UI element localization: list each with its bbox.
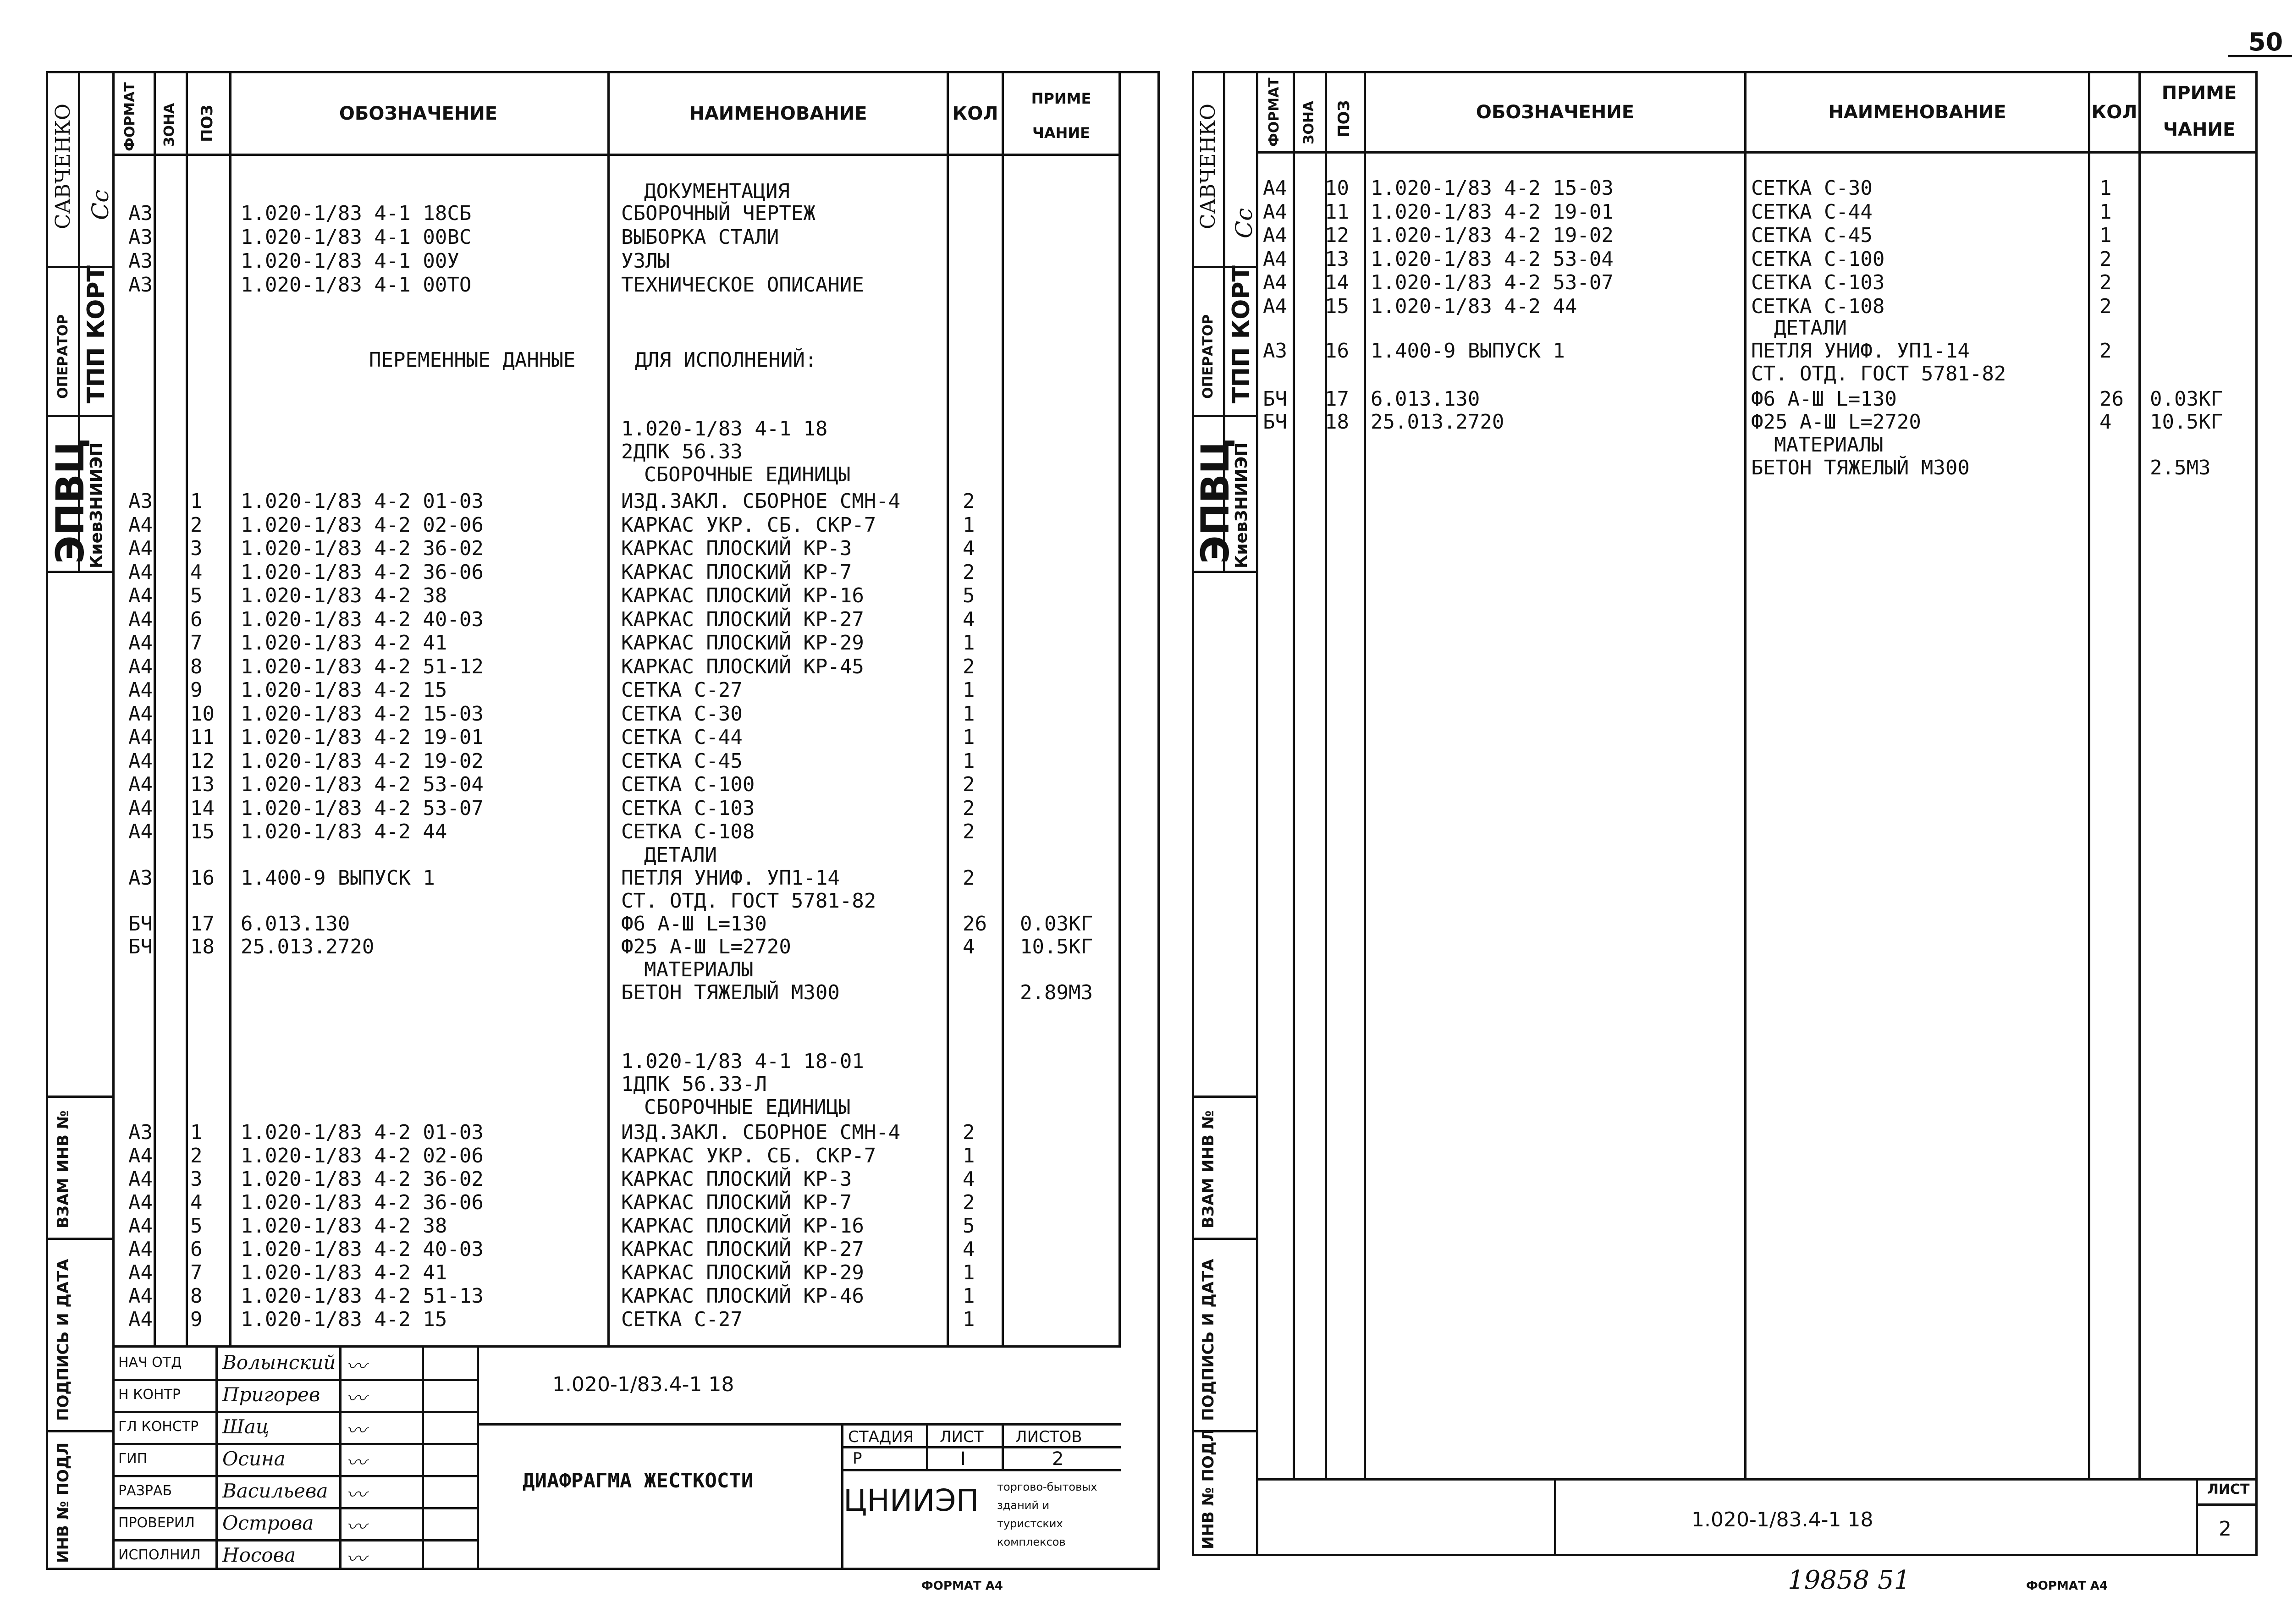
spec-row-p: 8 (190, 655, 203, 678)
spec-row-d: 1.020-1/83 4-2 02-06 (241, 513, 484, 537)
col-header-designation: ОБОЗНАЧЕНИЕ (339, 103, 498, 124)
spec-row-p: 9 (190, 678, 203, 702)
spec-row-f: А4 (128, 749, 153, 773)
right-detail-row-p: 18 (1325, 410, 1349, 434)
spec-row-2-q: 1 (963, 1308, 975, 1331)
spec-row-d: 1.020-1/83 4-2 41 (241, 631, 447, 655)
spec-row-2-p: 7 (190, 1261, 203, 1284)
spec-row-2-d: 1.020-1/83 4-2 36-06 (241, 1191, 484, 1214)
detail-row-f: БЧ (128, 912, 153, 936)
spec-row-n: ИЗД.ЗАКЛ. СБОРНОЕ СМН-4 (621, 490, 901, 513)
doc-row-format: А3 (128, 226, 153, 249)
sheet-value: I (960, 1448, 966, 1470)
org-sub-3: туристских (997, 1517, 1063, 1530)
spec-row-d: 1.020-1/83 4-2 19-01 (241, 726, 484, 749)
detail-row-q: 2 (963, 866, 975, 890)
detail-row-d: 1.400-9 ВЫПУСК 1 (241, 866, 435, 890)
spec-row-2-f: А4 (128, 1191, 153, 1214)
spec-row-d: 1.020-1/83 4-2 19-02 (241, 749, 484, 773)
spec-row-2-q: 4 (963, 1238, 975, 1261)
spec-row-2-f: А3 (128, 1121, 153, 1144)
right-spec-row-p: 12 (1325, 224, 1349, 247)
spec-row-2-q: 5 (963, 1214, 975, 1238)
right-detail-row-d: 1.400-9 ВЫПУСК 1 (1371, 339, 1565, 363)
detail-row-f: БЧ (128, 935, 153, 958)
spec-row-p: 6 (190, 607, 203, 631)
spec-row-2-d: 1.020-1/83 4-2 51-13 (241, 1284, 484, 1308)
right-spec-row-p: 10 (1325, 176, 1349, 200)
right-detail-row-q: 26 (2099, 387, 2124, 411)
spec-row-d: 1.020-1/83 4-2 36-02 (241, 537, 484, 560)
spec-row-d: 1.020-1/83 4-2 44 (241, 820, 447, 843)
spec-row-2-p: 1 (190, 1121, 203, 1144)
doc-row-name: ВЫБОРКА СТАЛИ (621, 226, 779, 249)
spec-row-2-n: ИЗД.ЗАКЛ. СБОРНОЕ СМН-4 (621, 1121, 901, 1144)
spec-row-2-f: А4 (128, 1214, 153, 1238)
spec-row-2-n: КАРКАС ПЛОСКИЙ КР-29 (621, 1261, 864, 1284)
spec-row-n: КАРКАС УКР. СБ. СКР-7 (621, 513, 876, 537)
doc-row-name: СБОРОЧНЫЙ ЧЕРТЕЖ (621, 202, 815, 225)
title-person-name: Осина (222, 1448, 286, 1470)
sheet-label: ЛИСТ (940, 1428, 984, 1446)
spec-row-q: 2 (963, 655, 975, 678)
block1-subtitle: СБОРОЧНЫЕ ЕДИНИЦЫ (644, 463, 851, 486)
spec-row-d: 1.020-1/83 4-2 01-03 (241, 490, 484, 513)
right-concrete-note: 2.5М3 (2150, 456, 2211, 479)
right-spec-row-f: А4 (1263, 176, 1287, 200)
spec-row-q: 1 (963, 749, 975, 773)
margin-inv: ИНВ № ПОДЛ (54, 1442, 72, 1563)
right-spec-row-p: 14 (1325, 271, 1349, 294)
spec-row-2-d: 1.020-1/83 4-2 15 (241, 1308, 447, 1331)
spec-row-n: КАРКАС ПЛОСКИЙ КР-45 (621, 655, 864, 678)
spec-row-f: А4 (128, 796, 153, 820)
variable-data-b: ДЛЯ ИСПОЛНЕНИЙ: (635, 348, 817, 372)
right-spec-row-q: 1 (2099, 176, 2112, 200)
right-detail-row-d: 25.013.2720 (1371, 410, 1504, 434)
detail-row-r: 0.03КГ (1020, 912, 1093, 936)
right-spec-row-q: 1 (2099, 224, 2112, 247)
spec-row-2-n: КАРКАС ПЛОСКИЙ КР-7 (621, 1191, 852, 1214)
spec-row-2-f: А4 (128, 1284, 153, 1308)
spec-row-2-f: А4 (128, 1144, 153, 1167)
spec-row-n: СЕТКА С-108 (621, 820, 755, 843)
spec-row-2-n: КАРКАС ПЛОСКИЙ КР-3 (621, 1167, 852, 1191)
detail-row-d: 6.013.130 (241, 912, 350, 936)
footer-format-right: ФОРМАТ А4 (2026, 1579, 2108, 1593)
org-name: ЦНИИЭП (843, 1483, 979, 1518)
spec-row-n: КАРКАС ПЛОСКИЙ КР-29 (621, 631, 864, 655)
footer-format-left: ФОРМАТ А4 (921, 1579, 1003, 1593)
stage-label: СТАДИЯ (848, 1428, 914, 1446)
spec-row-2-q: 2 (963, 1191, 975, 1214)
block2-line2: 1ДПК 56.33-Л (621, 1073, 767, 1096)
spec-row-2-n: КАРКАС ПЛОСКИЙ КР-27 (621, 1238, 864, 1261)
right-detail-row-p: 16 (1325, 339, 1349, 363)
title-role: ПРОВЕРИЛ (118, 1515, 195, 1531)
org-sub-1: торгово-бытовых (997, 1481, 1097, 1493)
spec-row-2-f: А4 (128, 1167, 153, 1191)
spec-row-2-d: 1.020-1/83 4-2 01-03 (241, 1121, 484, 1144)
page-number: 50 (2248, 28, 2283, 56)
title-person-name: Васильева (222, 1480, 328, 1502)
right-spec-body (1256, 0, 2258, 1478)
details-label: ДЕТАЛИ (644, 843, 717, 867)
right-spec-row-n: СЕТКА С-44 (1751, 200, 1873, 224)
spec-row-2-p: 4 (190, 1191, 203, 1214)
spec-row-q: 2 (963, 820, 975, 843)
right-margin-name: САВЧЕНКО (1196, 104, 1220, 229)
right-col-header-format: ФОРМАТ (1266, 77, 1282, 147)
spec-row-d: 1.020-1/83 4-2 36-06 (241, 560, 484, 584)
title-signature: 〰 (346, 1419, 366, 1442)
right-spec-row-q: 2 (2099, 247, 2112, 271)
doc-row-format: А3 (128, 249, 153, 273)
right-detail-row-q: 2 (2099, 339, 2112, 363)
spec-row-2-d: 1.020-1/83 4-2 36-02 (241, 1167, 484, 1191)
spec-row-2-f: А4 (128, 1238, 153, 1261)
spec-row-2-n: СЕТКА С-27 (621, 1308, 743, 1331)
right-spec-row-d: 1.020-1/83 4-2 15-03 (1371, 176, 1614, 200)
title-role: РАЗРАБ (118, 1483, 172, 1499)
spec-row-q: 5 (963, 584, 975, 607)
detail-row-r: 10.5КГ (1020, 935, 1093, 958)
right-col-header-name: НАИМЕНОВАНИЕ (1828, 102, 2006, 123)
col-header-pos: ПОЗ (198, 105, 216, 142)
margin-epvc: ЭПВЦ (48, 438, 93, 564)
margin-tpp: ТПП КОРТ (83, 265, 110, 403)
right-detail-row-r: 0.03КГ (2150, 387, 2223, 411)
right-detail-row-p: 17 (1325, 387, 1349, 411)
margin-vzam: ВЗАМ ИНВ № (54, 1110, 72, 1228)
spec-row-p: 4 (190, 560, 203, 584)
spec-row-f: А4 (128, 513, 153, 537)
spec-row-q: 2 (963, 773, 975, 796)
spec-row-n: СЕТКА С-45 (621, 749, 743, 773)
title-signature: 〰 (346, 1515, 366, 1539)
spec-row-2-p: 5 (190, 1214, 203, 1238)
variable-data-a: ПЕРЕМЕННЫЕ ДАННЫЕ (369, 348, 576, 372)
right-spec-row-f: А4 (1263, 271, 1287, 294)
spec-row-n: СЕТКА С-27 (621, 678, 743, 702)
spec-row-p: 14 (190, 796, 215, 820)
spec-row-q: 2 (963, 560, 975, 584)
spec-row-2-d: 1.020-1/83 4-2 41 (241, 1261, 447, 1284)
doc-row-name: УЗЛЫ (621, 249, 670, 273)
spec-row-n: КАРКАС ПЛОСКИЙ КР-3 (621, 537, 852, 560)
right-margin-inv: ИНВ № ПОДЛ (1199, 1428, 1218, 1549)
spec-row-2-q: 1 (963, 1284, 975, 1308)
spec-row-p: 10 (190, 702, 215, 726)
detail-row-p: 17 (190, 912, 215, 936)
right-spec-row-n: СЕТКА С-100 (1751, 247, 1885, 271)
left-spec-body (112, 0, 1121, 1345)
right-col-header-note2: ЧАНИЕ (2163, 119, 2236, 140)
right-margin-podp: ПОДПИСЬ И ДАТА (1199, 1259, 1218, 1421)
col-header-zone: ЗОНА (161, 103, 177, 147)
right-col-header-qty: КОЛ (2091, 102, 2138, 123)
right-detail-row-f: БЧ (1263, 410, 1287, 434)
right-spec-row-p: 11 (1325, 200, 1349, 224)
spec-row-n: СЕТКА С-44 (621, 726, 743, 749)
spec-row-n: СЕТКА С-100 (621, 773, 755, 796)
title-signature: 〰 (346, 1547, 366, 1571)
spec-row-q: 2 (963, 490, 975, 513)
right-detail-row-f: А3 (1263, 339, 1287, 363)
stage-value: Р (853, 1449, 862, 1468)
spec-row-f: А4 (128, 702, 153, 726)
spec-row-q: 1 (963, 678, 975, 702)
spec-row-d: 1.020-1/83 4-2 15 (241, 678, 447, 702)
title-block-doc-code: 1.020-1/83.4-1 18 (552, 1373, 734, 1396)
doc-row-format: А3 (128, 273, 153, 297)
spec-row-p: 15 (190, 820, 215, 843)
spec-row-p: 1 (190, 490, 203, 513)
spec-row-2-q: 1 (963, 1261, 975, 1284)
right-margin-operator: ОПЕРАТОР (1200, 314, 1216, 399)
spec-row-n: СЕТКА С-30 (621, 702, 743, 726)
detail-row-p: 16 (190, 866, 215, 890)
spec-row-p: 3 (190, 537, 203, 560)
spec-row-2-d: 1.020-1/83 4-2 40-03 (241, 1238, 484, 1261)
right-spec-row-d: 1.020-1/83 4-2 53-04 (1371, 247, 1614, 271)
doc-row-designation: 1.020-1/83 4-1 18СБ (241, 202, 472, 225)
detail-row-n: Ф25 А-Ш L=2720 (621, 935, 791, 958)
spec-row-n: КАРКАС ПЛОСКИЙ КР-27 (621, 607, 864, 631)
detail-row-q: 26 (963, 912, 987, 936)
right-detail-row-r: 10.5КГ (2150, 410, 2223, 434)
right-margin-epvc: ЭПВЦ (1193, 438, 1238, 564)
right-detail-row-n: СТ. ОТД. ГОСТ 5781-82 (1751, 362, 2006, 385)
right-spec-row-d: 1.020-1/83 4-2 44 (1371, 294, 1577, 318)
right-spec-row-d: 1.020-1/83 4-2 53-07 (1371, 271, 1614, 294)
spec-row-n: КАРКАС ПЛОСКИЙ КР-16 (621, 584, 864, 607)
doc-row-name: ТЕХНИЧЕСКОЕ ОПИСАНИЕ (621, 273, 864, 297)
spec-row-d: 1.020-1/83 4-2 53-07 (241, 796, 484, 820)
margin-podp: ПОДПИСЬ И ДАТА (54, 1259, 72, 1421)
spec-row-q: 1 (963, 513, 975, 537)
margin-signature: Сс (87, 189, 114, 220)
spec-row-2-p: 3 (190, 1167, 203, 1191)
title-role: ГЛ КОНСТР (118, 1419, 199, 1435)
detail-row-n: СТ. ОТД. ГОСТ 5781-82 (621, 889, 876, 913)
right-spec-row-n: СЕТКА С-103 (1751, 271, 1885, 294)
spec-row-p: 7 (190, 631, 203, 655)
title-signature: 〰 (346, 1451, 366, 1475)
spec-row-2-q: 1 (963, 1144, 975, 1167)
doc-row-designation: 1.020-1/83 4-1 00ТО (241, 273, 472, 297)
margin-operator: ОПЕРАТОР (55, 314, 71, 399)
detail-row-q: 4 (963, 935, 975, 958)
spec-row-d: 1.020-1/83 4-2 15-03 (241, 702, 484, 726)
spec-row-p: 11 (190, 726, 215, 749)
spec-row-q: 2 (963, 796, 975, 820)
right-spec-row-q: 2 (2099, 294, 2112, 318)
spec-row-f: А4 (128, 560, 153, 584)
right-spec-row-q: 2 (2099, 271, 2112, 294)
title-person-name: Волынский (222, 1351, 336, 1374)
doc-section-title: ДОКУМЕНТАЦИЯ (644, 180, 790, 203)
right-spec-row-n: СЕТКА С-45 (1751, 224, 1873, 247)
spec-row-n: КАРКАС ПЛОСКИЙ КР-7 (621, 560, 852, 584)
right-materials-label: МАТЕРИАЛЫ (1774, 433, 1884, 457)
spec-row-p: 13 (190, 773, 215, 796)
spec-row-2-n: КАРКАС УКР. СБ. СКР-7 (621, 1144, 876, 1167)
spec-row-f: А4 (128, 678, 153, 702)
spec-row-d: 1.020-1/83 4-2 53-04 (241, 773, 484, 796)
concrete-note: 2.89М3 (1020, 981, 1093, 1004)
spec-row-f: А4 (128, 537, 153, 560)
org-sub-2: зданий и (997, 1499, 1050, 1512)
right-margin-signature: Сс (1231, 208, 1257, 238)
org-sub-4: комплексов (997, 1536, 1066, 1548)
margin-name: САВЧЕНКО (51, 104, 75, 229)
spec-row-d: 1.020-1/83 4-2 38 (241, 584, 447, 607)
spec-row-p: 5 (190, 584, 203, 607)
spec-row-2-p: 6 (190, 1238, 203, 1261)
spec-row-f: А4 (128, 607, 153, 631)
block2-subtitle: СБОРОЧНЫЕ ЕДИНИЦЫ (644, 1096, 851, 1119)
right-spec-row-f: А4 (1263, 247, 1287, 271)
right-col-header-zone: ЗОНА (1301, 100, 1317, 144)
spec-row-2-q: 2 (963, 1121, 975, 1144)
right-detail-row-d: 6.013.130 (1371, 387, 1480, 411)
spec-row-2-d: 1.020-1/83 4-2 38 (241, 1214, 447, 1238)
right-margin-kiev: КиевЗНИИЭП (1232, 442, 1251, 568)
detail-row-d: 25.013.2720 (241, 935, 375, 958)
right-details-label: ДЕТАЛИ (1774, 316, 1847, 340)
doc-row-format: А3 (128, 202, 153, 225)
right-col-header-note1: ПРИМЕ (2161, 82, 2237, 104)
title-role: Н КОНТР (118, 1387, 181, 1403)
right-spec-row-p: 13 (1325, 247, 1349, 271)
margin-kiev: КиевЗНИИЭП (87, 442, 106, 568)
title-person-name: Пригорев (222, 1383, 320, 1406)
right-margin-vzam: ВЗАМ ИНВ № (1199, 1110, 1218, 1228)
block2-line1: 1.020-1/83 4-1 18-01 (621, 1050, 864, 1073)
col-header-note1: ПРИМЕ (1031, 90, 1091, 107)
right-spec-row-f: А4 (1263, 294, 1287, 318)
block1-line1: 1.020-1/83 4-1 18 (621, 417, 828, 440)
title-role: ИСПОЛНИЛ (118, 1547, 201, 1563)
col-header-note2: ЧАНИЕ (1032, 124, 1091, 142)
right-detail-row-n: ПЕТЛЯ УНИФ. УП1-14 (1751, 339, 1970, 363)
title-role: ГИП (118, 1451, 148, 1467)
right-spec-row-f: А4 (1263, 200, 1287, 224)
footer-handwritten: 19858 51 (1788, 1565, 1911, 1595)
spec-row-d: 1.020-1/83 4-2 51-12 (241, 655, 484, 678)
materials-label: МАТЕРИАЛЫ (644, 958, 754, 981)
right-detail-row-n: Ф25 А-Ш L=2720 (1751, 410, 1921, 434)
spec-row-q: 1 (963, 702, 975, 726)
right-spec-row-d: 1.020-1/83 4-2 19-01 (1371, 200, 1614, 224)
spec-row-q: 1 (963, 726, 975, 749)
title-signature: 〰 (346, 1355, 366, 1378)
block1-line2: 2ДПК 56.33 (621, 440, 743, 463)
title-person-name: Острова (222, 1512, 314, 1534)
doc-row-designation: 1.020-1/83 4-1 00ВС (241, 226, 472, 249)
title-person-name: Носова (222, 1544, 296, 1566)
spec-row-f: А4 (128, 631, 153, 655)
right-doc-code: 1.020-1/83.4-1 18 (1691, 1508, 1873, 1531)
title-role: НАЧ ОТД (118, 1354, 182, 1371)
detail-row-f: А3 (128, 866, 153, 890)
right-concrete: БЕТОН ТЯЖЕЛЫЙ М300 (1751, 456, 1970, 479)
title-person-name: Шац (222, 1415, 270, 1438)
right-spec-row-n: СЕТКА С-108 (1751, 294, 1885, 318)
sheets-label: ЛИСТОВ (1015, 1428, 1082, 1446)
right-detail-row-n: Ф6 А-Ш L=130 (1751, 387, 1897, 411)
spec-row-q: 4 (963, 607, 975, 631)
spec-row-f: А4 (128, 655, 153, 678)
spec-row-q: 1 (963, 631, 975, 655)
spec-row-d: 1.020-1/83 4-2 40-03 (241, 607, 484, 631)
spec-row-2-p: 2 (190, 1144, 203, 1167)
spec-row-p: 2 (190, 513, 203, 537)
spec-row-q: 4 (963, 537, 975, 560)
spec-row-2-q: 4 (963, 1167, 975, 1191)
sheets-value: 2 (1052, 1448, 1064, 1470)
spec-row-2-d: 1.020-1/83 4-2 02-06 (241, 1144, 484, 1167)
spec-row-p: 12 (190, 749, 215, 773)
right-col-header-pos: ПОЗ (1335, 100, 1353, 138)
right-detail-row-f: БЧ (1263, 387, 1287, 411)
title-block-title: ДИАФРАГМА ЖЕСТКОСТИ (523, 1469, 754, 1492)
col-header-name: НАИМЕНОВАНИЕ (689, 103, 867, 124)
detail-row-n: ПЕТЛЯ УНИФ. УП1-14 (621, 866, 840, 890)
right-spec-row-d: 1.020-1/83 4-2 19-02 (1371, 224, 1614, 247)
spec-row-n: СЕТКА С-103 (621, 796, 755, 820)
right-spec-row-n: СЕТКА С-30 (1751, 176, 1873, 200)
detail-row-p: 18 (190, 935, 215, 958)
spec-row-2-p: 8 (190, 1284, 203, 1308)
right-col-header-designation: ОБОЗНАЧЕНИЕ (1476, 102, 1635, 123)
right-sheet-value: 2 (2219, 1517, 2231, 1541)
spec-row-f: А3 (128, 490, 153, 513)
spec-row-2-f: А4 (128, 1308, 153, 1331)
right-detail-row-q: 4 (2099, 410, 2112, 434)
right-spec-row-q: 1 (2099, 200, 2112, 224)
spec-row-2-f: А4 (128, 1261, 153, 1284)
spec-row-f: А4 (128, 726, 153, 749)
col-header-format: ФОРМАТ (122, 82, 138, 151)
concrete: БЕТОН ТЯЖЕЛЫЙ М300 (621, 981, 840, 1004)
detail-row-n: Ф6 А-Ш L=130 (621, 912, 767, 936)
spec-row-f: А4 (128, 773, 153, 796)
spec-row-2-n: КАРКАС ПЛОСКИЙ КР-46 (621, 1284, 864, 1308)
spec-row-2-n: КАРКАС ПЛОСКИЙ КР-16 (621, 1214, 864, 1238)
right-spec-row-f: А4 (1263, 224, 1287, 247)
right-margin-tpp: ТПП КОРТ (1228, 265, 1255, 403)
right-spec-row-p: 15 (1325, 294, 1349, 318)
col-header-qty: КОЛ (952, 103, 998, 124)
right-sheet-label: ЛИСТ (2207, 1481, 2250, 1497)
title-signature: 〰 (346, 1387, 366, 1410)
title-signature: 〰 (346, 1483, 366, 1507)
spec-row-2-p: 9 (190, 1308, 203, 1331)
doc-row-designation: 1.020-1/83 4-1 00У (241, 249, 459, 273)
spec-row-f: А4 (128, 820, 153, 843)
spec-row-f: А4 (128, 584, 153, 607)
